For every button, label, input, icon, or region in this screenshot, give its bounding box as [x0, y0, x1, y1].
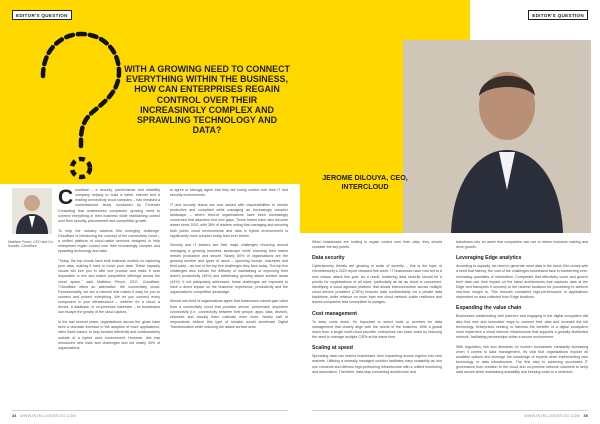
paragraph: Security and IT leaders see their major challenges revolving around managing a growing business landscape while ensuring their teams remain productive and secure. Nearly 80% of organisations are the growing number and types of users – spanning human, machines and third party – as one of the top five challenges they face today. The top five challenges also include the difficulty of maintaining or improving their team's productivity (46%) and addressing growing attack surface areas (44%). If not adequately addressed, these challenges are expected to have a direct impact on the business' experience, productivity and the organisation's competitive advantage.	[170, 243, 288, 294]
paragraph: "Today, the top clouds have built business models on capturing your data, making it hard to move your data. These capacity clouds will lure you in with one product and make it near impossible to mix and match competitive offerings across the cloud space," said Matthew Prince, CEO, Cloudflare. "Cloudflare offers an alternative: the connectivity cloud. Fundamentally, we are a network that makes it easy for you to connect and protect everything. We let you connect every component in your infrastructure – whether it's a cloud, a device, a database, or on-premises hardware – so businesses can escape the gravity of the cloud captors."	[58, 258, 160, 315]
paragraph: In the last several years, organisations across the globe have seen a dramatic increase in the adoption of more applications, often SaaS-based, to help function efficiently and collaboratively outside of a hybrid work environment. However, this has introduced new risks and challenges and led nearly 40% of organisations	[58, 320, 160, 350]
section-label: EDITOR'S QUESTION	[12, 10, 72, 20]
paragraph	[58, 188, 160, 224]
dropcap: C	[58, 186, 74, 209]
right-column-2	[456, 240, 588, 380]
page-footer	[12, 414, 76, 418]
left-column-1	[58, 188, 160, 356]
subheading: Expanding the value chain	[456, 305, 522, 312]
paragraph: IT and security teams are now tasked with responsibilities to remain productive and compliant while managing an increasingly complex landscape – where third-of organisations have been increasingly concerned that attackers find new gaps. These teams have also become leaner since 2020, with 38% of leaders noting that managing and securing both public cloud environments and data in hybrid environments is significantly more complex today than ever before.	[170, 202, 288, 238]
subheading: Cost management	[312, 310, 357, 317]
author-photo	[12, 188, 52, 234]
author-portrait	[403, 40, 591, 233]
paragraph: To keep costs down, it's important to select tools or services for data management that closely align with the needs of the business. With a global reach from a single multi-cloud provider, enterprises can lower costs by reducing the need to manage multiple CSPs at the same time.	[312, 319, 442, 340]
paragraph: transforms into an asset that companies can use to inform business making and drive growth.	[456, 240, 588, 250]
paragraph: Cybersecurity threats are growing in scale of severity – this is the topic of Hornetsecurity's 2023 report released this week. IT businesses have now felt to a new reason attack this year. As a result, bolstering data security should be a priority for organisations of all sizes, particularly as far as cloud is concerned. Identifying a cloud agnostic platform that allows interconnection across multiple cloud service providers (CSPs) ensures data confidentiality via a private data backbone, while reliance on more than one cloud network builds resilience and leaves companies less susceptible to outages.	[312, 264, 442, 305]
paragraph: Businesses collaborating with partners and engaging in the digital ecosystem will also find new and innovative ways to connect their data and increase the full technology. Enterprises seeking to harness the benefits of a digital ecosystem must implement a cloud network infrastructure that supports a globally distributed network, facilitating partnerships within a secure environment.	[456, 314, 588, 340]
author-caption: Matthew Prince, CEO and Co-founder, Cloudflare	[8, 240, 54, 249]
footer-rule	[12, 410, 288, 411]
footer-url: WWW.INTELLIGENTCIO.COM	[524, 414, 580, 418]
subheading: Scaling at speed	[312, 345, 353, 352]
author-name: JEROME DILOUYA, CEO, INTERCLOUD	[322, 173, 408, 191]
paragraph: Almost one-third of organisations agree that businesses cannot gain value from a connectivity cloud that provides secure, performant, anywhere connectivity (i.e., connectivity between their people, apps, data, devices, networks and clouds) them maintain even more. Nearly half of respondents believe this type of solution would accelerate Digital Transformation while reducing the attack surface area.	[170, 299, 288, 330]
paragraph: to agree or strongly agree that they are losing control over their IT and security environments.	[170, 188, 288, 198]
paragraph: With regulation, risk and demands on modern businesses constantly increasing when it comes to data management, it's vital that organisations explore all available options and leverage the knowledge of experts when implementing new technology or data infrastructure. The first step to achieving successful IT governance from creation to the cloud and on-premise network channels to keep data secure while maintaining scalability and keeping costs to a minimum.	[456, 344, 588, 375]
right-column-1	[312, 240, 442, 379]
subheading: Data security	[312, 255, 345, 262]
question-mark-graphic	[23, 28, 135, 198]
paragraph-text: loudflare – a security, performance and reliability company helping to build a better Internet and a leading connectivity cloud company – has released a commissioned study conducted by Forrester Consulting that underscores companies' growing need to connect everything in their business while maintaining control over their security, procurement and competitive growth.	[58, 188, 160, 223]
paragraph: According to capacity, we need to generate more data in the cloud; this comes with a need that latency, the cost of the challenges businesses face in transferring ever-increasing quantities of information. Companies that effectively cover and govern their data use their impact on the latest architectures that captures data at the Edge and transports it securely to the nearest locations for processing to achieve real-time insight to. This ensures consistent high-performance of applications dependent on data collected from Edge locations.	[456, 264, 588, 300]
left-column-2	[170, 188, 288, 335]
paragraph: To help the industry address this emerging challenge, Cloudflare is introducing the concept of the connectivity cloud – a unified platform of cloud-native services designed to help enterprises regain control over their increasingly complex and sprawling technology and data.	[58, 228, 160, 254]
page-number: 35	[583, 414, 588, 418]
article-headline: WITH A GROWING NEED TO CONNECT EVERYTHING WITHIN THE BUSINESS, HOW CAN ENTERPRISES REGAIN CONTROL OVER THEIR INCREASINGLY COMPLEX AND SPRAWLING TECHNOLOGY AND DATA?	[124, 64, 290, 136]
footer-url: WWW.INTELLIGENTCIO.COM	[20, 414, 76, 418]
author-byline	[306, 173, 424, 191]
page-number: 34	[12, 414, 17, 418]
right-page	[300, 0, 600, 424]
subheading: Leveraging Edge analytics	[456, 255, 522, 262]
footer-rule	[312, 410, 588, 411]
paragraph: Spreading data can restrict businesses from expanding across regions into new markets. Utilising a centrally managed solution facilitates easy scalability as one one connects and delivers high-performing infrastructure with a unified monitoring and automation. Therefore, data stay connecting architecture and	[312, 354, 442, 374]
paragraph: When businesses are looking to regain control over their data, they should consider the key points.	[312, 240, 442, 250]
section-label: EDITOR'S QUESTION	[528, 10, 588, 20]
page-footer	[524, 414, 588, 418]
